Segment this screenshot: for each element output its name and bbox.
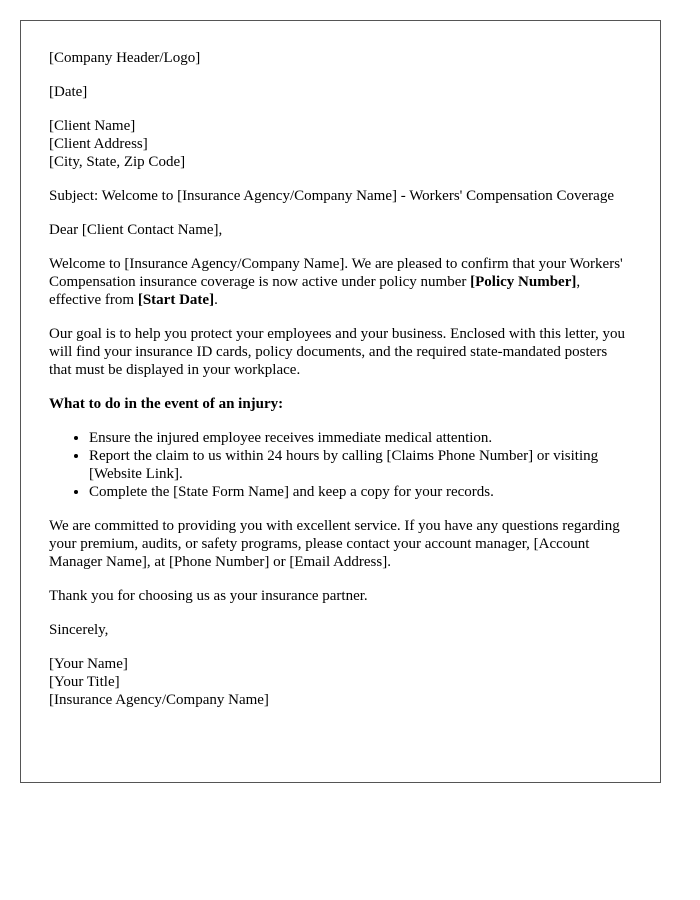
client-address: [Client Address] (49, 136, 148, 152)
intro-text: . (214, 292, 218, 308)
injury-steps-list (49, 429, 632, 501)
intro-text: Welcome to [Insurance Agency/Company Name]. We are pleased to confirm that your Workers' Compensation insurance coverage is now active under policy number (49, 256, 623, 290)
letter-date: [Date] (49, 84, 88, 100)
thanks-paragraph: Thank you for choosing us as your insurance partner. (49, 588, 368, 604)
client-city-state-zip: [City, State, Zip Code] (49, 154, 186, 170)
closing: Sincerely, (49, 622, 109, 638)
list-item: • Report the claim to us within 24 hours by calling [Claims Phone Number] or visiting [Website Link]. (89, 447, 632, 483)
service-paragraph: We are committed to providing you with excellent service. If you have any questions regarding your premium, audits, or safety programs, please contact your account manager, [Account Manager Name], at [Phone Number] or [Email Address]. (49, 518, 620, 570)
intro-paragraph (49, 255, 632, 309)
injury-heading-text: What to do in the event of an injury: (49, 396, 284, 412)
start-date: [Start Date] (137, 292, 215, 308)
intro-text: , effective from (49, 274, 581, 308)
subject-line: Subject: Welcome to [Insurance Agency/Company Name] - Workers' Compensation Coverage (49, 188, 614, 204)
sender-name: [Your Name] (49, 656, 128, 672)
policy-number: [Policy Number] (470, 274, 577, 290)
sender-company: [Insurance Agency/Company Name] (49, 692, 269, 708)
salutation: Dear [Client Contact Name], (49, 222, 223, 238)
goal-paragraph: Our goal is to help you protect your employees and your business. Enclosed with this letter, you will find your insurance ID cards, policy documents, and the required state-mandated posters that must be displayed in your workplace. (49, 326, 625, 378)
list-item: • Ensure the injured employee receives immediate medical attention. (89, 429, 632, 447)
injury-heading (49, 395, 632, 413)
sender-title: [Your Title] (49, 674, 120, 690)
letter (20, 20, 661, 783)
client-name: [Client Name] (49, 118, 136, 134)
list-item: • Complete the [State Form Name] and keep a copy for your records. (89, 483, 632, 501)
client-address-block (49, 117, 632, 171)
signature-block (49, 655, 632, 709)
company-header: [Company Header/Logo] (49, 50, 201, 66)
